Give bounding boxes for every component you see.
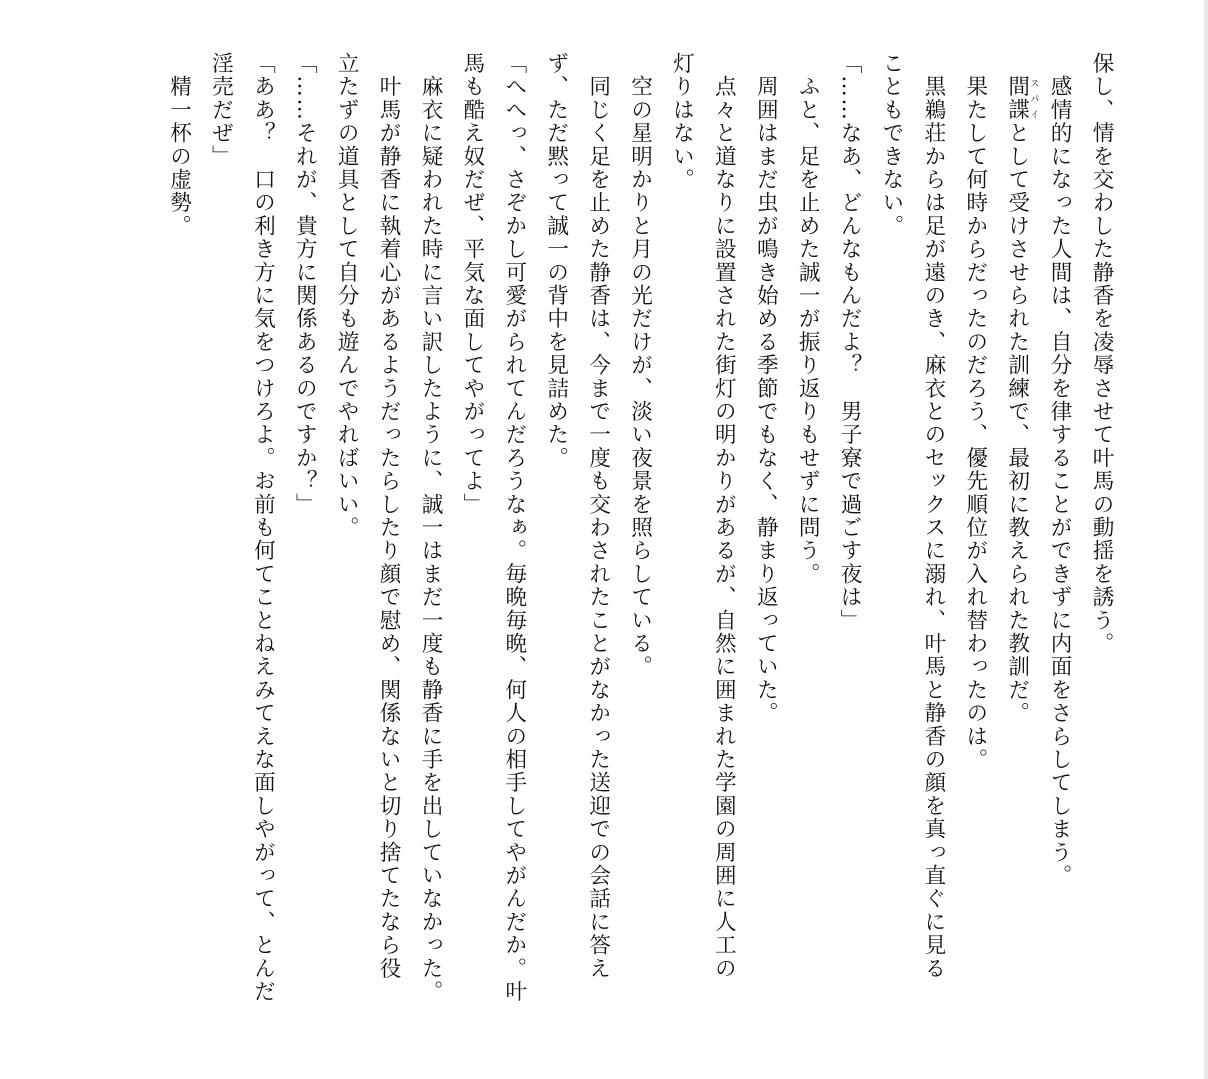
text-line: 空の星明かりと月の光だけが、淡い夜景を照らしている。 bbox=[627, 52, 653, 679]
ruby-line-rest: として受けさせられた訓練で、最初に教えられた教訓だ。 bbox=[1004, 121, 1030, 725]
text-line: 同じく足を止めた静香は、今まで一度も交わされたことがなかった送迎での会話に答え bbox=[585, 52, 611, 980]
text-line: 麻衣に疑われた時に言い訳したように、誠一はまだ一度も静香に手を出していなかった。 bbox=[418, 52, 443, 1004]
text-line: 「ああ？ 口の利き方に気をつけろよ。お前も何てことねえみてえな面しやがって、とんだ bbox=[250, 52, 276, 1004]
text-line: 灯りはない。 bbox=[669, 52, 695, 192]
text-line: 果たして何時からだったのだろう、優先順位が入れ替わったのは。 bbox=[962, 52, 988, 772]
text-line: 叶馬が静香に執着心があるようだったらしたり顔で慰め、関係ないと切り捨てたなら役 bbox=[376, 52, 402, 980]
text-line: ず、ただ黙って誠一の背中を見詰めた。 bbox=[543, 52, 569, 470]
text-line: 精一杯の虚勢。 bbox=[166, 52, 192, 238]
text-line: 感情的になった人間は、自分を律することができずに内面をさらしてしまう。 bbox=[1047, 52, 1073, 888]
text-line: 黒鵜荘からは足が遠のき、麻衣とのセックスに溺れ、叶馬と静香の顔を真っ直ぐに見る bbox=[920, 52, 946, 980]
ruby-reading: スパイ bbox=[1028, 75, 1039, 122]
text-line: 淫売だぜ」 bbox=[208, 52, 234, 168]
text-line: 「……なあ、どんなもんだよ？ 男子寮で過ごす夜は」 bbox=[837, 52, 863, 632]
text-line: 「へへっ、さぞかし可愛がられてんだろうなぁ。毎晩毎晩、何人の相手してやがんだか。叶 bbox=[501, 52, 527, 1004]
text-line: 「……それが、貴方に関係あるのですか？」 bbox=[292, 52, 318, 516]
text-line: ふと、足を止めた誠一が振り返りもせずに問う。 bbox=[795, 52, 821, 586]
text-line: 保し、情を交わした静香を凌辱させて叶馬の動揺を誘う。 bbox=[1089, 52, 1114, 656]
text-line-with-ruby bbox=[996, 52, 1038, 1062]
text-line: 馬も酷え奴だぜ、平気な面してやがってよ」 bbox=[459, 52, 485, 516]
vertical-text-body bbox=[42, 52, 1122, 1062]
text-line: 周囲はまだ虫が鳴き始める季節でもなく、静まり返っていた。 bbox=[753, 52, 779, 725]
ruby-annotated-word bbox=[1004, 75, 1039, 122]
page-edge-divider bbox=[1204, 0, 1208, 1079]
text-line: こともできない。 bbox=[878, 52, 904, 238]
text-line: 立たずの道具として自分も遊んでやればいい。 bbox=[334, 52, 360, 540]
ruby-base: 間諜 bbox=[1004, 75, 1030, 122]
text-line: 点々と道なりに設置された街灯の明かりがあるが、自然に囲まれた学園の周囲に人工の bbox=[711, 52, 737, 980]
